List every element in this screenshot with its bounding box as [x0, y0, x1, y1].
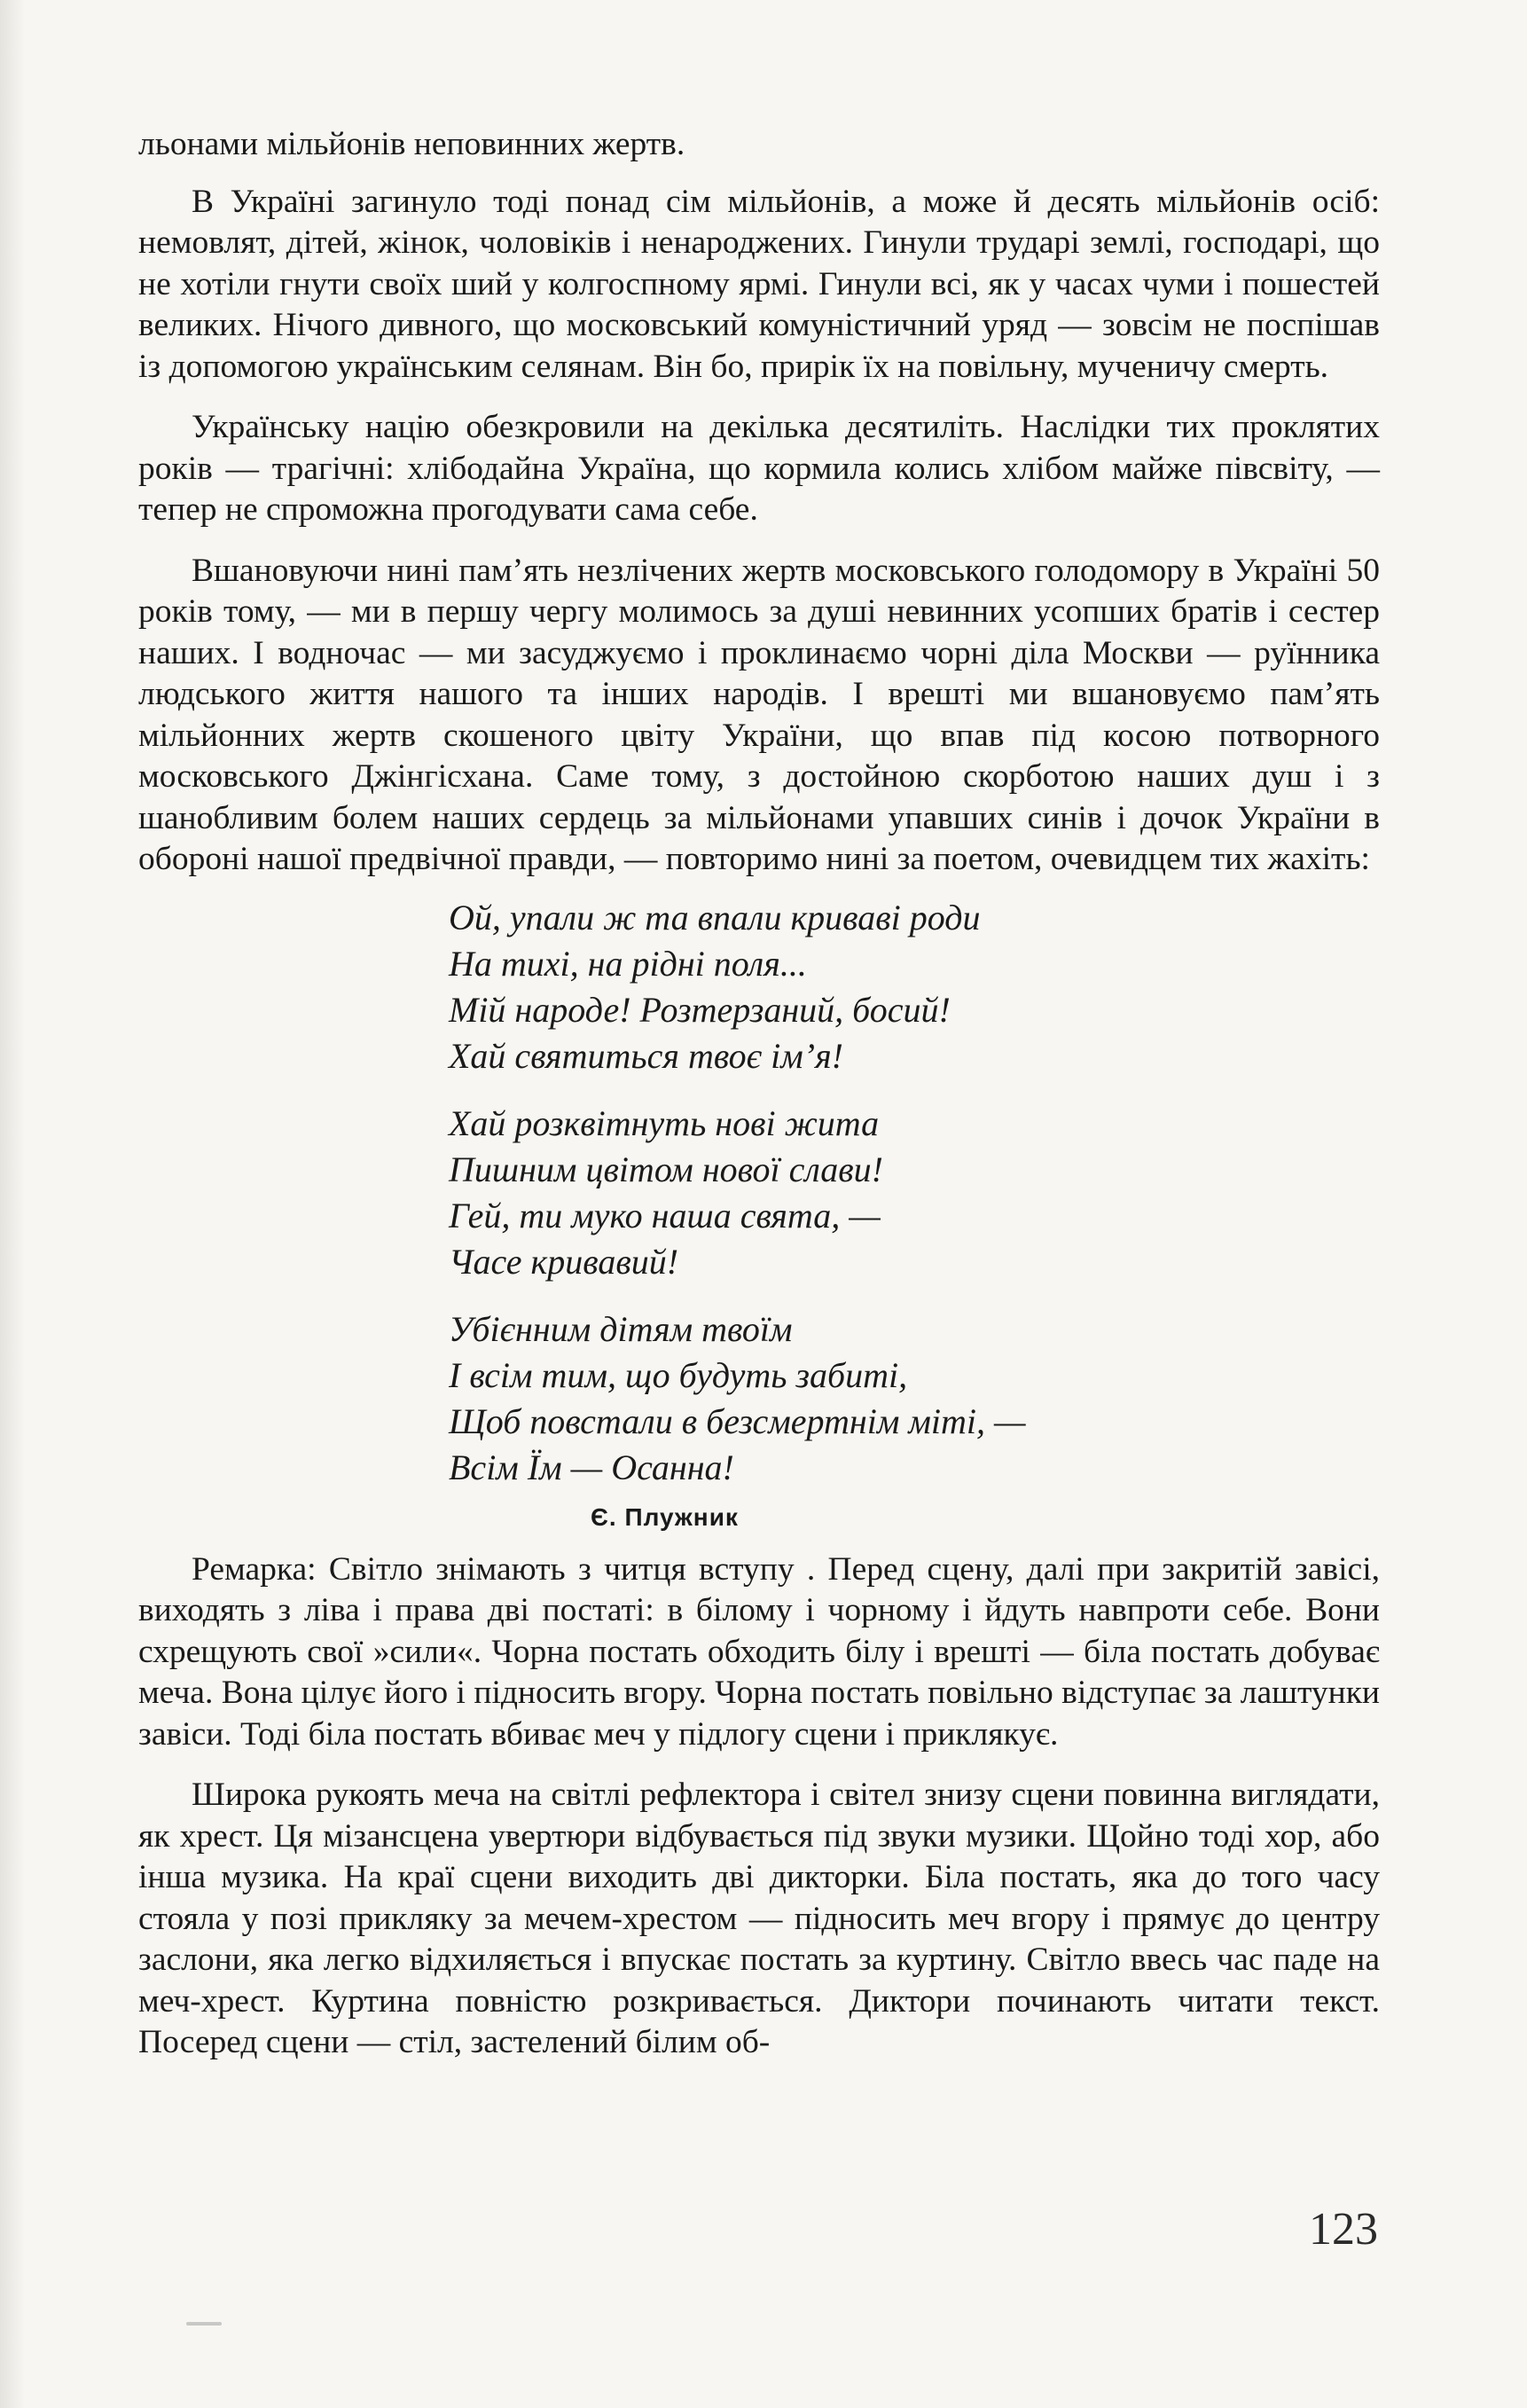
page-edge-shadow: [0, 0, 25, 2408]
poem-stanza-2: [449, 1101, 1380, 1285]
poem-line: Убієнним дітям твоїм: [449, 1308, 793, 1349]
document-body: [138, 124, 1380, 2064]
poem-line: Пишним цвітом нової слави!: [449, 1149, 883, 1189]
paragraph-stage-directions: Широка рукоять меча на світлі рефлектора і світел знизу сцени повинна виглядати, як хрест. Ця мізансцена увертюри відбувається під звуки музики. Щойно тоді хор, або інша музика. На краї сцени виходить дві дикторки. Біла постать, яка до того часу стояла у позі приклякy за мечем-хрестом — підносить меч вгору і прямує до центру заслони, яка легко відхиляється і впускає постать за куртину. Світло ввесь час паде на меч-хрест. Куртина повністю розкривається. Диктори починають читати текст. Посеред сцени — стіл, застелений білим об-: [138, 1777, 1380, 2060]
poem-line: Хай святиться твоє ім’я!: [449, 1035, 843, 1076]
poem-line: Щоб повстали в безсмертнім міті, —: [449, 1400, 1026, 1441]
poem-line: Гей, ти муко наша свята, —: [449, 1195, 881, 1235]
paragraph-stage-remark: Ремарка: Світло знімають з читця вступу . Перед сцену, далі при закритій завісі, виходять з ліва і права дві постаті: в білому і чорному і йдуть навпроти себе. Вони схрещують свої »сили«. Чорна постать обходить білу і врешті — біла постать добуває меча. Вона цілує його і підносить вгору. Чорна постать повільно відступає за лаштунки завіси. Тоді біла постать вбиває меч у підлогу сцени і приклякує.: [138, 1550, 1380, 1753]
poem-stanza-1: [449, 895, 1380, 1079]
poem-stanza-3: [449, 1306, 1380, 1491]
poem-line: Всім Їм — Осанна!: [449, 1447, 734, 1487]
page-number: 123: [1309, 2204, 1378, 2255]
paragraph-famine-victims: В Україні загинуло тоді понад сім мільйонів, а може й десять мільйонів осіб: немовлят, дітей, жінок, чоловіків і ненароджених. Гинули трударі землі, господарі, що не хотіли гнути своїх ший у колгоспному ярмі. Гинули всі, як у часах чуми і пошестей великих. Нічого дивного, що московський комуністичний уряд — зовсім не поспішав із допомогою українським селянам. Він бо, прирік їх на повільну, мученичу смерть.: [138, 183, 1380, 385]
poem-line: Хай розквітнуть нові жита: [449, 1102, 880, 1143]
poem: [449, 895, 1380, 1491]
paragraph-commemoration: Вшановуючи нині пам’ять незлічених жертв московського голодомору в Україні 50 років тому, — ми в першу чергу молимось за душі невинних усопших братів і сестер наших. І водночас — ми засуджуємо і проклинаємо чорні діла Москви — руїнника людського життя нашого та інших народів. І врешті ми вшановуємо пам’ять мільйонних жертв скошеного цвіту України, що впав під косою потворного московського Джінгісхана. Саме тому, з достойною скорботою наших душ і з шанобливим болем наших сердець за мільйонами упавших синів і дочок України в обороні нашої предвічної правди, — повторимо нині за поетом, очевидцем тих жахіть:: [138, 552, 1380, 877]
paragraph-nation-bled: Українську націю обезкровили на декілька десятиліть. Наслідки тих проклятих років — трагічні: хлібодайна Україна, що кормила колись хлібом майже півсвіту, — тепер не спроможна прогодувати сама себе.: [138, 409, 1380, 528]
poem-line: Ой, упали ж та впали криваві роди: [449, 897, 981, 937]
poem-line: Часе кривавий!: [449, 1241, 679, 1282]
poem-line: І всім тим, що будуть забиті,: [449, 1354, 908, 1395]
poem-line: На тихі, на рідні поля...: [449, 943, 807, 984]
paragraph-continuation: льонами мільйонів неповинних жертв.: [138, 126, 685, 162]
poem-author: Є. Плужник: [591, 1502, 739, 1531]
scan-mark: [186, 2322, 222, 2326]
poem-line: Мій народе! Розтерзаний, босий!: [449, 989, 951, 1030]
